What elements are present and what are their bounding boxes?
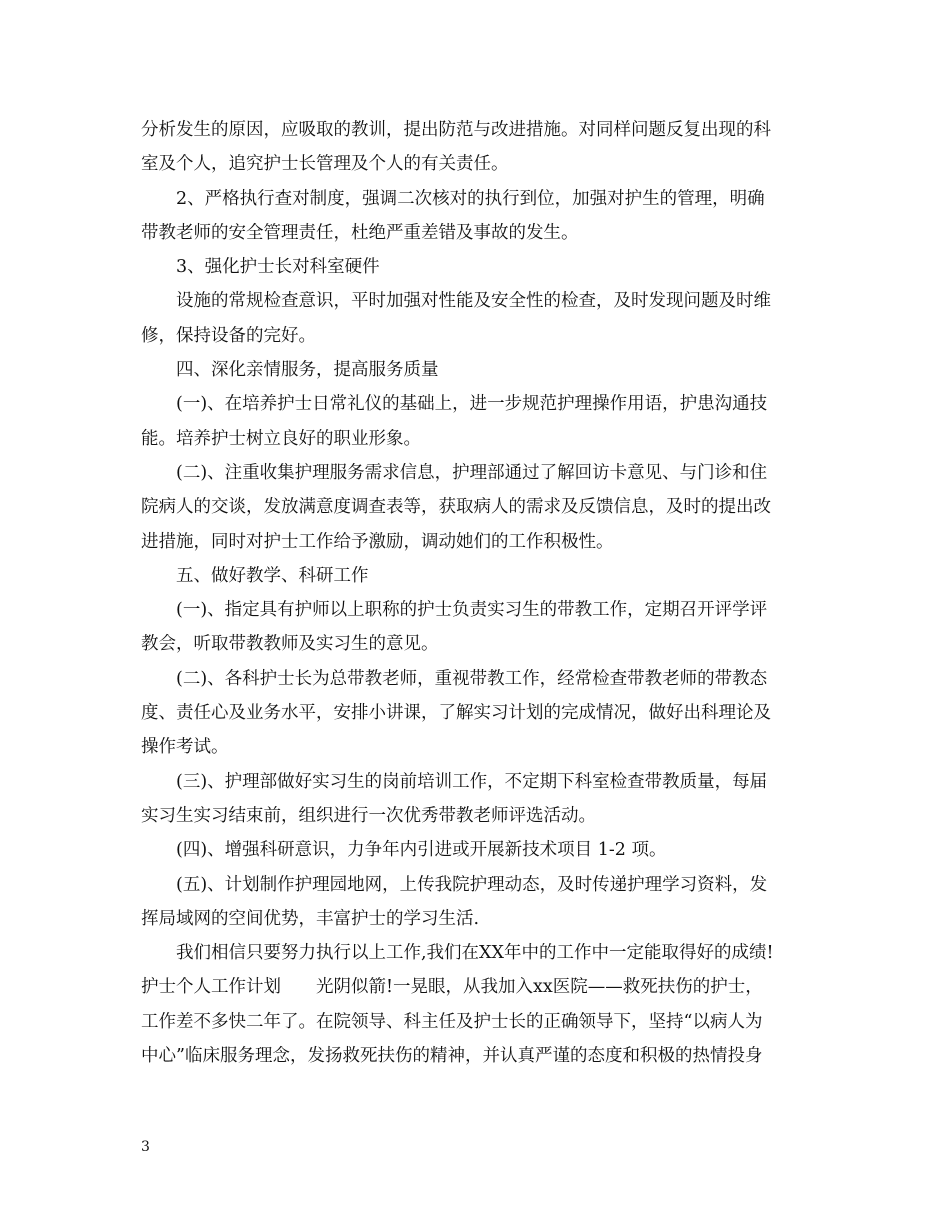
text-line: 教会，听取带教教师及实习生的意见。: [141, 634, 439, 655]
text-line: 3、强化护士长对科室硬件: [176, 257, 380, 278]
text-line: 带教老师的安全管理责任，杜绝严重差错及事故的发生。: [141, 222, 579, 243]
text-line: (二)、注重收集护理服务需求信息，护理部通过了解回访卡意见、与门诊和住: [176, 462, 768, 483]
text-line: 挥局域网的空间优势，丰富护士的学习生活.: [141, 908, 480, 929]
text-line: (一)、在培养护士日常礼仪的基础上，进一步规范护理操作用语，护患沟通技: [176, 394, 768, 415]
text-line: (二)、各科护士长为总带教老师，重视带教工作，经常检查带教老师的带教态: [176, 668, 768, 689]
text-line: 设施的常规检查意识，平时加强对性能及安全性的检查，及时发现问题及时维: [176, 291, 771, 312]
text-line: 工作差不多快二年了。在院领导、科主任及护士长的正确领导下，坚持“以病人为: [141, 1011, 763, 1032]
text-line: 护士个人工作计划 光阴似箭!一晃眼，从我加入xx医院——救死扶伤的护士，: [141, 977, 763, 998]
text-line: (一)、指定具有护师以上职称的护士负责实习生的带教工作，定期召开评学评: [176, 600, 768, 621]
text-line: 修，保持设备的完好。: [141, 325, 316, 346]
text-line: 室及个人，追究护士长管理及个人的有关责任。: [141, 154, 509, 175]
text-line: 操作考试。: [141, 737, 229, 758]
text-line: 五、做好教学、科研工作: [176, 565, 369, 586]
text-line: 度、责任心及业务水平，安排小讲课，了解实习计划的完成情况，做好出科理论及: [141, 703, 771, 724]
text-line: (四)、增强科研意识，力争年内引进或开展新技术项目 1-2 项。: [176, 840, 667, 861]
text-line: (三)、护理部做好实习生的岗前培训工作，不定期下科室检查带教质量，每届: [176, 771, 768, 792]
text-line: 分析发生的原因，应吸取的教训，提出防范与改进措施。对同样问题反复出现的科: [141, 120, 771, 140]
text-line: 实习生实习结束前，组织进行一次优秀带教老师评选活动。: [141, 805, 596, 826]
text-line: 2、严格执行查对制度，强调二次核对的执行到位，加强对护生的管理，明确: [176, 188, 765, 209]
text-line: 进措施，同时对护士工作给予激励，调动她们的工作积极性。: [141, 531, 614, 552]
document-body: [141, 113, 811, 1073]
text-line: 我们相信只要努力执行以上工作,我们在XX年中的工作中一定能取得好的成绩!: [176, 943, 774, 964]
text-line: 四、深化亲情服务，提高服务质量: [176, 360, 439, 381]
text-line: 中心”临床服务理念，发扬救死扶伤的精神，并认真严谨的态度和积极的热情投身: [141, 1046, 763, 1067]
text-line: 院病人的交谈，发放满意度调查表等，获取病人的需求及反馈信息，及时的提出改: [141, 497, 771, 518]
text-line: (五)、计划制作护理园地网，上传我院护理动态，及时传递护理学习资料，发: [176, 874, 768, 895]
page-number: 3: [141, 1139, 150, 1155]
text-line: 能。培养护士树立良好的职业形象。: [141, 428, 421, 449]
